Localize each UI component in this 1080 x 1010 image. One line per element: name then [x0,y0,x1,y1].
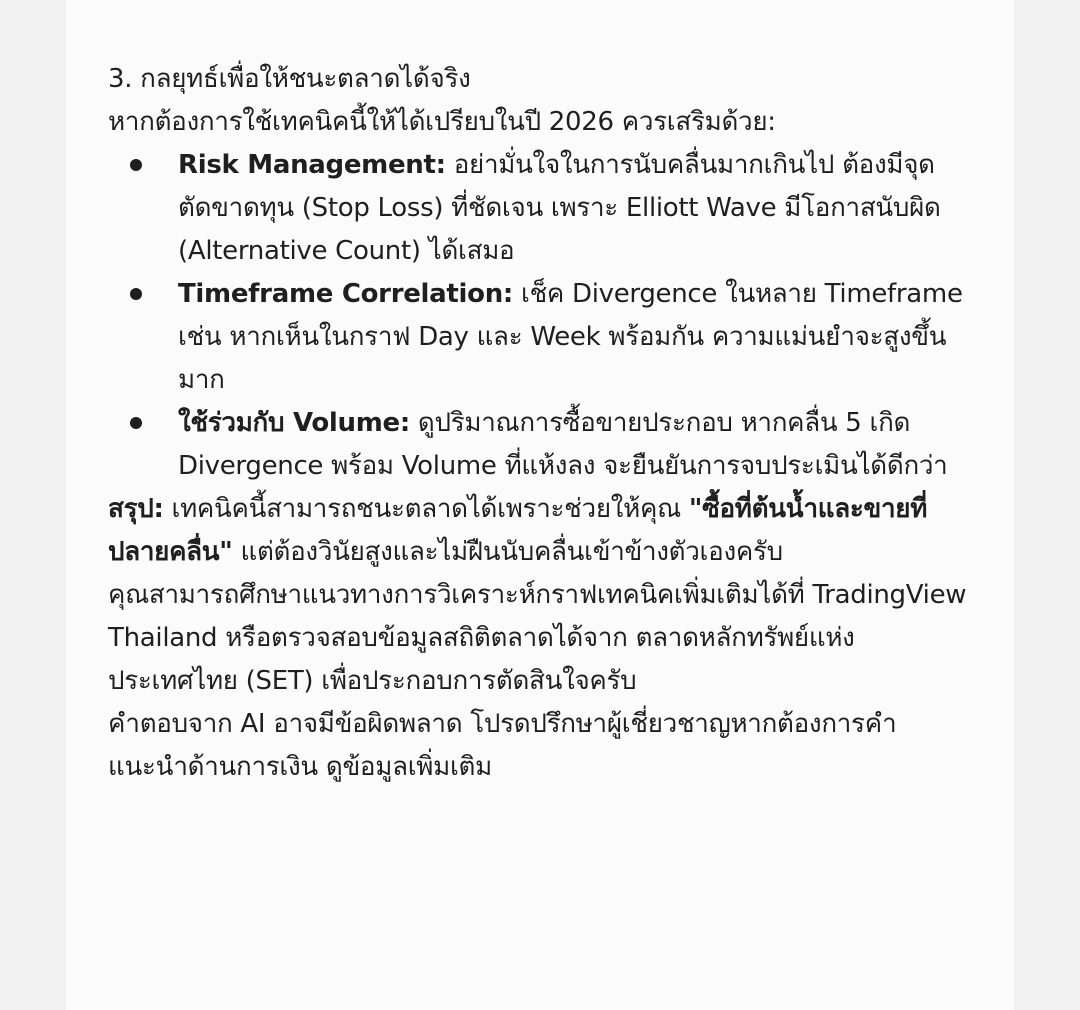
item-label: ใช้ร่วมกับ Volume: [178,408,410,438]
list-item-risk-management [108,144,968,273]
bullet-icon [130,288,142,300]
summary-quote: "ซื้อที่ต้นน้ำและขายที่ปลายคลื่น" [108,494,928,567]
item-label: Risk Management: [178,150,446,180]
section-heading: 3. กลยุทธ์เพื่อให้ชนะตลาดได้จริง [108,64,471,94]
item-text: ดูปริมาณการซื้อขายประกอบ หากคลื่น 5 เกิด Divergence พร้อม Volume ที่แห้งลง จะยืนยันการจบประเมินได้ดีกว่า [178,408,948,481]
disclaimer-text: คำตอบจาก AI อาจมีข้อผิดพลาด โปรดปรึกษาผู้เชี่ยวชาญหากต้องการคำแนะนำด้านการเงิน ดูข้อมูลเพิ่มเติม [108,709,897,782]
intro-text: หากต้องการใช้เทคนิคนี้ให้ได้เปรียบในปี 2026 ควรเสริมด้วย: [108,107,776,137]
reference-paragraph: คุณสามารถศึกษาแนวทางการวิเคราะห์กราฟเทคนิคเพิ่มเติมได้ที่ TradingView Thailand หรือตรวจสอบข้อมูลสถิติตลาดได้จาก ตลาดหลักทรัพย์แห่งประเทศไทย (SET) เพื่อประกอบการตัดสินใจครับ [108,580,967,696]
answer-panel [66,0,1014,1010]
bullet-icon [130,159,142,171]
item-label: Timeframe Correlation: [178,279,514,309]
summary-text-before: เทคนิคนี้สามารถชนะตลาดได้เพราะช่วยให้คุณ [163,494,689,524]
answer-content [108,58,968,789]
summary-label: สรุป: [108,494,164,524]
item-text: อย่ามั่นใจในการนับคลื่นมากเกินไป ต้องมีจุดตัดขาดทุน (Stop Loss) ที่ชัดเจน เพราะ Elliott Wave มีโอกาสนับผิด (Alternative Count) ได้เสมอ [178,150,941,266]
summary-text-after: แต่ต้องวินัยสูงและไม่ฝืนนับคลื่นเข้าข้างตัวเองครับ [232,537,783,567]
summary-paragraph [108,488,968,574]
item-text: เช็ค Divergence ในหลาย Timeframe เช่น หากเห็นในกราฟ Day และ Week พร้อมกัน ความแม่นยำจะสูงขึ้นมาก [178,279,963,395]
strategy-list [108,144,968,488]
list-item-timeframe-correlation [108,273,968,402]
bullet-icon [130,417,142,429]
list-item-volume [108,402,968,488]
